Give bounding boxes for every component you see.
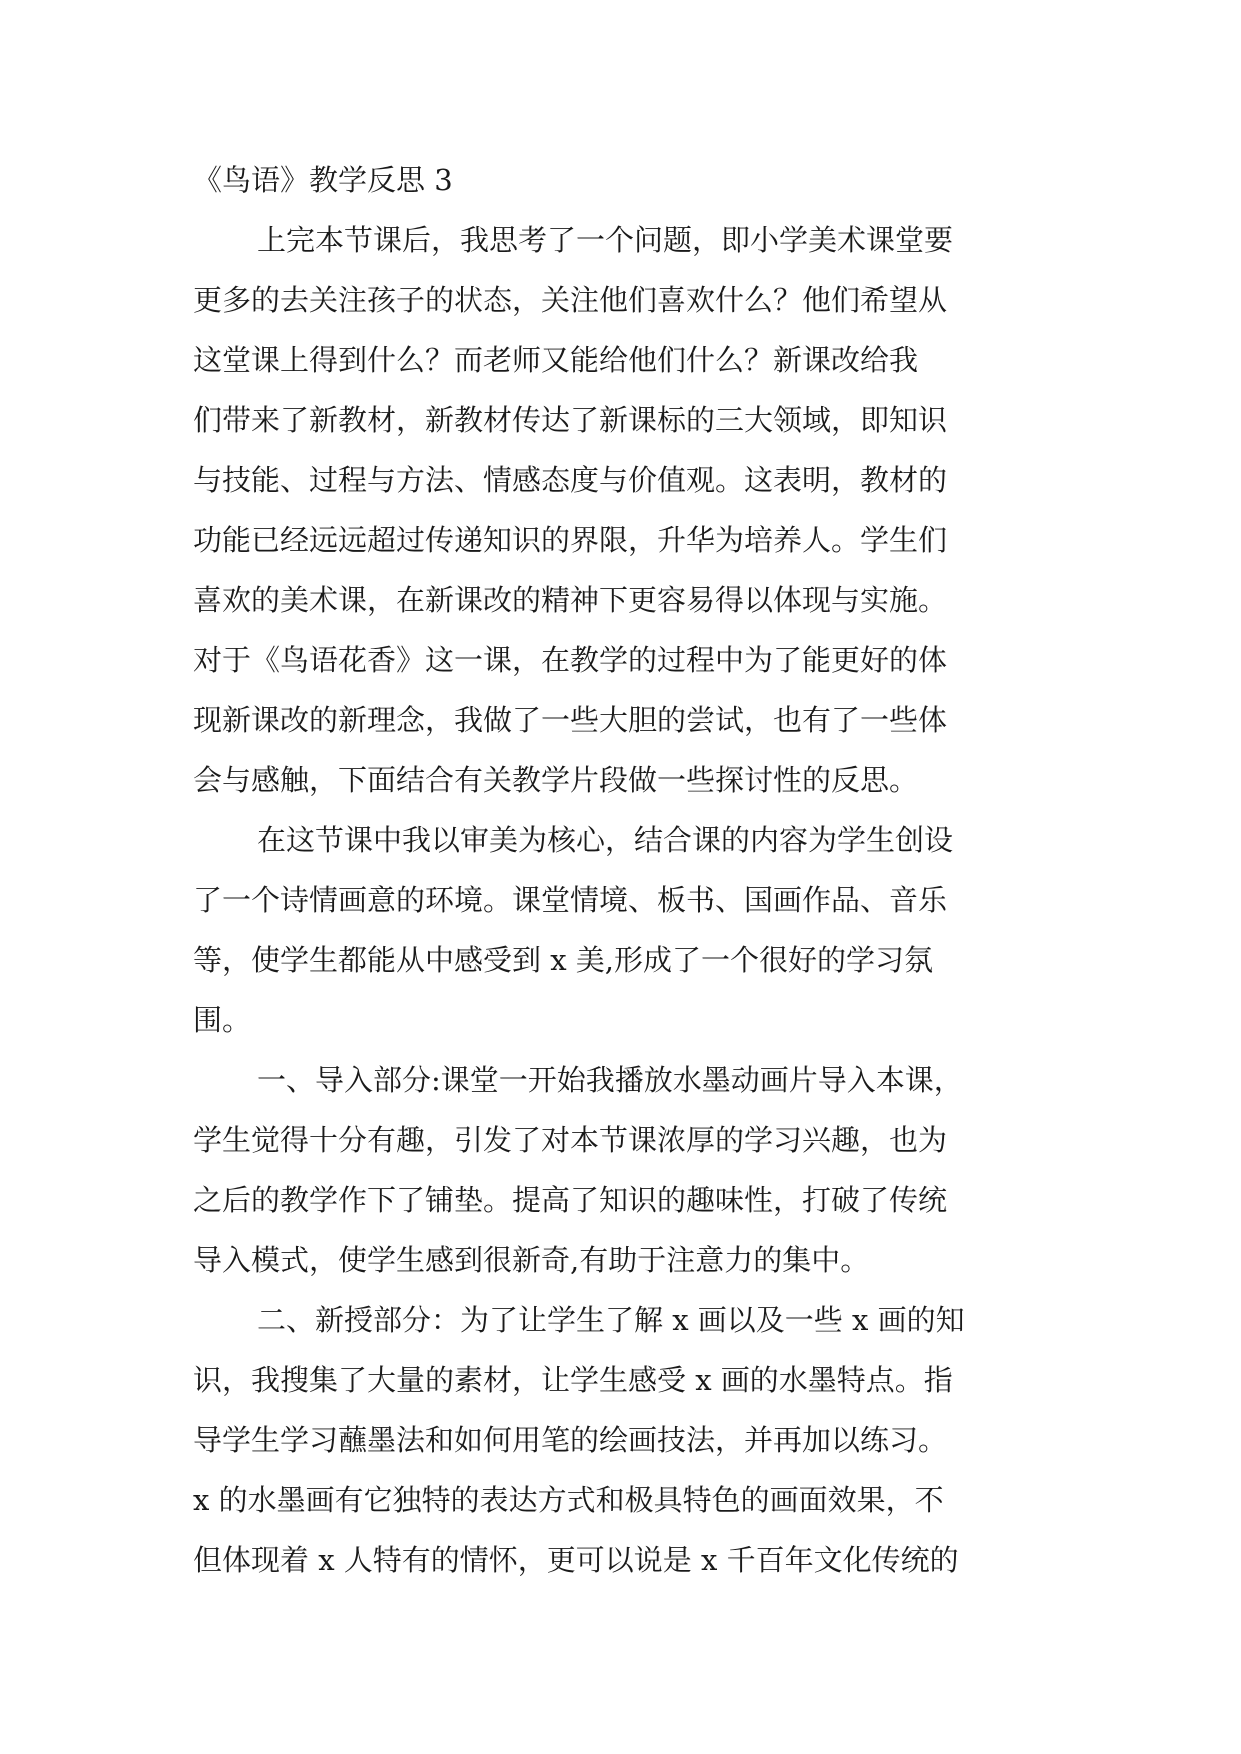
text-line: 们带来了新教材，新教材传达了新课标的三大领域，即知识 xyxy=(193,403,948,437)
text-line: 学生觉得十分有趣，引发了对本节课浓厚的学习兴趣，也为 xyxy=(193,1123,948,1157)
document-body xyxy=(193,150,1068,1590)
text-line: 之后的教学作下了铺垫。提高了知识的趣味性，打破了传统 xyxy=(193,1183,948,1217)
text-line: 在这节课中我以审美为核心，结合课的内容为学生创设 xyxy=(257,823,954,857)
text-line: 上完本节课后，我思考了一个问题，即小学美术课堂要 xyxy=(257,223,954,257)
text-line: 等，使学生都能从中感受到 x 美,形成了一个很好的学习氛 xyxy=(193,943,934,977)
text-line: 这堂课上得到什么？而老师又能给他们什么？新课改给我 xyxy=(193,343,919,377)
text-line: x 的水墨画有它独特的表达方式和极具特色的画面效果，不 xyxy=(193,1483,944,1517)
text-line: 对于《鸟语花香》这一课，在教学的过程中为了能更好的体 xyxy=(193,643,948,677)
paragraph-aesthetics xyxy=(193,810,1068,1050)
text-line: 喜欢的美术课，在新课改的精神下更容易得以体现与实施。 xyxy=(193,583,948,617)
text-line: 现新课改的新理念，我做了一些大胆的尝试，也有了一些体 xyxy=(193,703,948,737)
text-line: 更多的去关注孩子的状态，关注他们喜欢什么？他们希望从 xyxy=(193,283,948,317)
paragraph-new-lesson-section xyxy=(193,1290,1068,1590)
text-line: 导学生学习蘸墨法和如何用笔的绘画技法，并再加以练习。 xyxy=(193,1423,948,1457)
text-line: 二、新授部分：为了让学生了解 x 画以及一些 x 画的知 xyxy=(257,1303,965,1337)
text-line: 识，我搜集了大量的素材，让学生感受 x 画的水墨特点。指 xyxy=(193,1363,953,1397)
text-line: 导入模式，使学生感到很新奇,有助于注意力的集中。 xyxy=(193,1243,870,1277)
paragraph-introduction-section xyxy=(193,1050,1068,1290)
document-title: 《鸟语》教学反思 3 xyxy=(193,163,453,197)
text-line: 一、导入部分:课堂一开始我播放水墨动画片导入本课， xyxy=(257,1063,963,1097)
text-line: 围。 xyxy=(193,1003,252,1037)
paragraph-intro xyxy=(193,210,1068,810)
text-line: 会与感触，下面结合有关教学片段做一些探讨性的反思。 xyxy=(193,763,919,797)
text-line: 与技能、过程与方法、情感态度与价值观。这表明，教材的 xyxy=(193,463,948,497)
text-line: 但体现着 x 人特有的情怀，更可以说是 x 千百年文化传统的 xyxy=(193,1543,959,1577)
text-line: 了一个诗情画意的环境。课堂情境、板书、国画作品、音乐 xyxy=(193,883,948,917)
text-line: 功能已经远远超过传递知识的界限，升华为培养人。学生们 xyxy=(193,523,948,557)
